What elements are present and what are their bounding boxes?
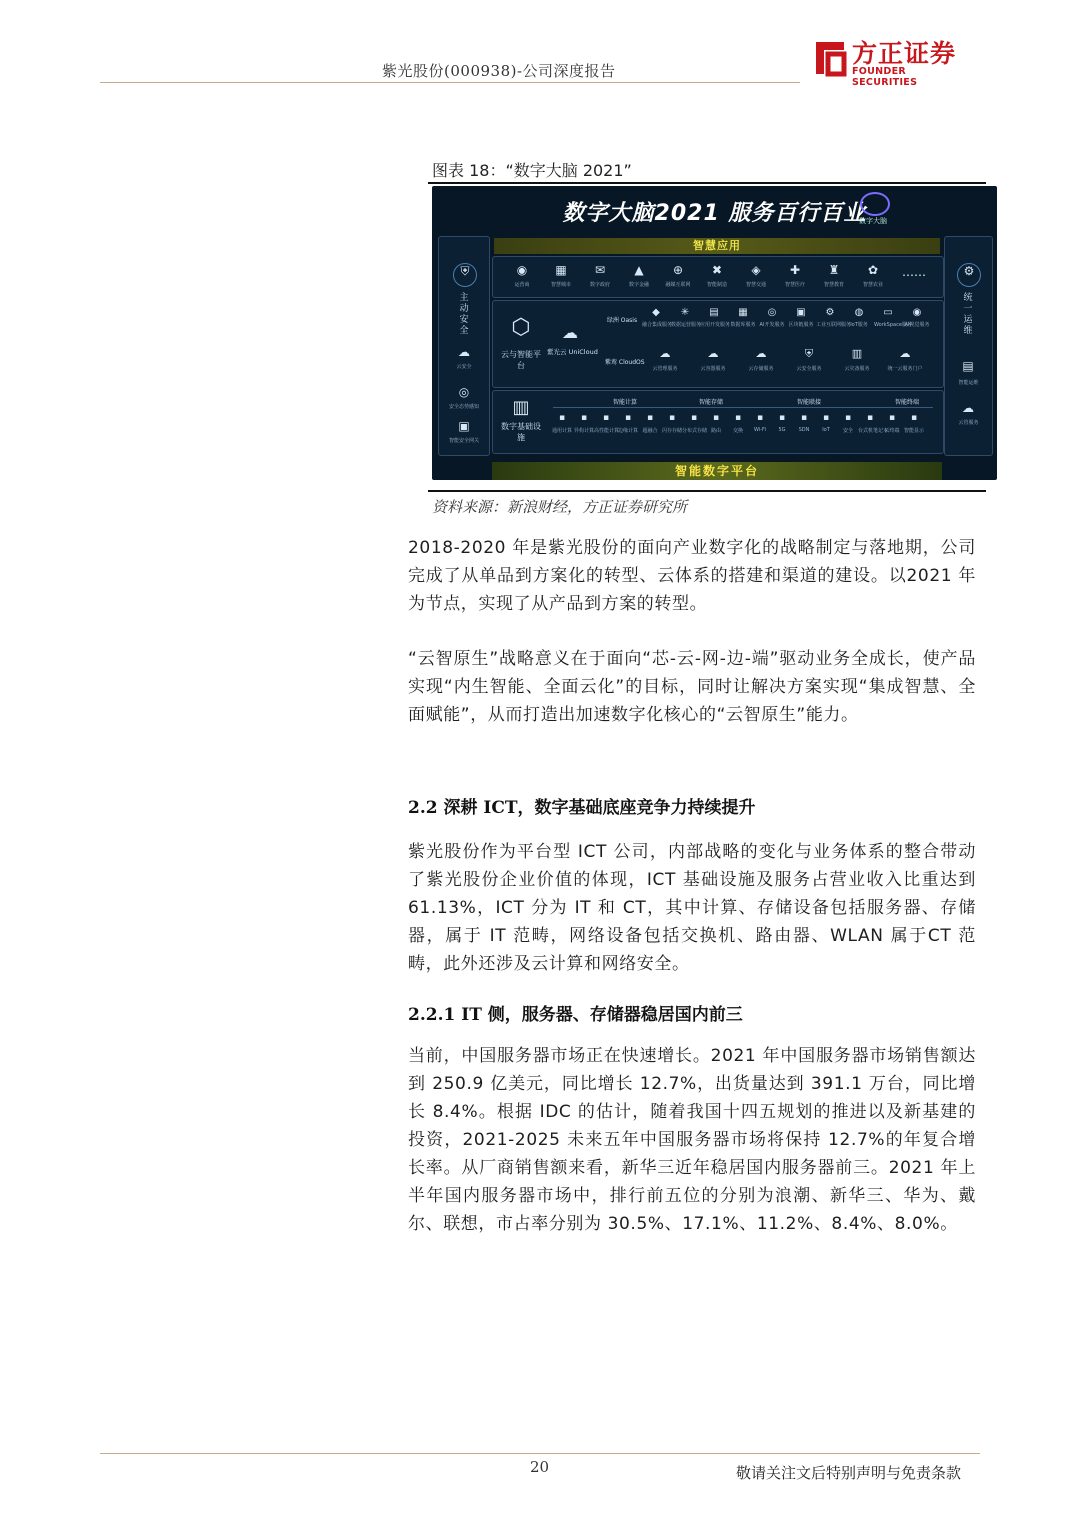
infra-icon-14: ▪ <box>844 413 852 423</box>
app-icon-10: ✿ <box>867 263 879 277</box>
report-header-title: 紫光股份(000938)-公司深度报告 <box>382 62 616 80</box>
digital-brain-figure <box>432 186 997 480</box>
cloud-item-5: AI开发服务 <box>759 322 785 328</box>
cloud-item2-6: 统一云服务门户 <box>887 366 923 372</box>
infra-icon-3: ▪ <box>602 413 610 423</box>
paragraph-2: “云智原生”战略意义在于面向“芯-云-网-边-端”驱动业务全成长，使产品实现“内生智能、全面云化”的目标，同时让解决方案实现“集成智慧、全面赋能”，从而打造出加速数字化核心的“云智原生”能力。 <box>408 649 976 725</box>
page-number: 20 <box>530 1458 550 1476</box>
server-rack-icon: ▥ <box>512 397 530 418</box>
infra-icon-17: ▪ <box>910 413 918 423</box>
infra-cat-compute: 智能计算 <box>613 399 638 406</box>
right-side-label-2: 智能运维 <box>958 380 979 386</box>
infra-item-3: 高性能计算 <box>594 428 620 434</box>
cloud-item-2: 数据运营服务 <box>671 322 702 328</box>
cloud-item-9: WorkSpace服务 <box>874 322 912 328</box>
cloud-brand: 紫光云 UniCloud <box>547 348 598 356</box>
infra-title: 数字基础设施 <box>501 422 541 442</box>
infra-item-2: 异构计算 <box>573 428 594 434</box>
app-label-9: 智慧教育 <box>823 282 844 288</box>
app-icon-8: ✚ <box>789 263 801 277</box>
cloud-item-6: 区块链服务 <box>788 322 814 328</box>
app-icon-3: ✉ <box>594 263 606 277</box>
infra-icon-16: ▪ <box>888 413 896 423</box>
service-icon-7: ⚙ <box>825 307 835 318</box>
infra-icon-13: ▪ <box>822 413 830 423</box>
left-security-panel <box>438 236 490 456</box>
infra-item-15: 台式机笔记本 <box>858 428 889 434</box>
figure-source: 资料来源：新浪财经，方正证券研究所 <box>432 498 688 516</box>
cloud-item-7: 工业互联网服务 <box>816 322 852 328</box>
cloud-portal-icon: ☁ <box>899 347 911 360</box>
logo-text-en: FOUNDER SECURITIES <box>852 66 918 88</box>
cube-icon: ⬡ <box>511 315 531 340</box>
infra-item-6: 闪存存储 <box>661 428 682 434</box>
smart-app-band: 智慧应用 <box>494 238 940 254</box>
service-icon-8: ◍ <box>854 307 864 318</box>
cloud-sub-1: 绿洲 Oasis <box>606 317 638 324</box>
infra-icon-9: ▪ <box>734 413 742 423</box>
infra-item-13: IoT <box>822 427 830 433</box>
infra-icon-5: ▪ <box>646 413 654 423</box>
infra-cat-terminal: 智能终端 <box>895 399 920 406</box>
app-label-3: 数字政府 <box>589 282 610 288</box>
cloud-mgmt-icon: ☁ <box>659 347 671 360</box>
figure-bottom-rule <box>428 490 986 492</box>
cloud-item2-2: 云容器服务 <box>700 366 726 372</box>
cloud-item2-1: 云管理服务 <box>652 366 678 372</box>
service-icon-5: ◎ <box>767 307 777 318</box>
section-heading-2-2-1: 2.2.1 IT 侧，服务器、存储器稳居国内前三 <box>408 1005 743 1025</box>
infra-divider <box>553 407 933 408</box>
infra-icon-2: ▪ <box>580 413 588 423</box>
service-icon-3: ▤ <box>709 307 719 318</box>
footer-divider <box>100 1453 980 1454</box>
infra-icon-7: ▪ <box>690 413 698 423</box>
infra-icon-1: ▪ <box>558 413 566 423</box>
header-divider <box>100 82 800 83</box>
left-side-label-1: 主动安全 <box>459 293 469 336</box>
cloud-platform-panel <box>492 300 944 388</box>
service-icon-1: ◆ <box>652 307 660 318</box>
app-icon-1: ◉ <box>516 263 528 277</box>
service-icon-6: ▣ <box>796 307 806 318</box>
shield-icon: ⛨ <box>453 263 477 287</box>
cloud-storage-icon: ☁ <box>755 347 767 360</box>
infra-item-11: 5G <box>778 427 786 433</box>
infra-icon-15: ▪ <box>866 413 874 423</box>
founder-logo-icon <box>812 38 848 78</box>
right-ops-panel <box>944 236 993 456</box>
intelligent-platform-band: 智能数字平台 <box>492 462 942 480</box>
infra-item-7: 分布式存储 <box>682 428 708 434</box>
paragraph-3: 紫光股份作为平台型 ICT 公司，内部战略的变化与业务体系的整合带动了紫光股份企业价值的体现，ICT 基础设施及服务占营业收入比重达到 61.13%，ICT 分为 IT 和 CT，其中计算、存储设备包括服务器、存储器，属于 IT 范畴，网络设备包括交换机、路由器、WLAN 属于CT 范畴，此外还涉及云计算和网络安全。 <box>408 842 976 974</box>
logo-text-cn: 方正证券 <box>852 39 957 68</box>
figure-top-rule <box>428 182 986 184</box>
footer-disclaimer: 敬请关注文后特别声明与免责条款 <box>736 1464 962 1482</box>
cloud-item-1: 融合集成服务 <box>642 322 673 328</box>
service-icon-10: ◉ <box>912 307 922 318</box>
infra-item-16: 云终端 <box>884 428 900 434</box>
smart-app-row <box>492 256 944 298</box>
infra-item-1: 通用计算 <box>551 428 572 434</box>
infra-item-9: 交换 <box>732 428 743 434</box>
right-side-label-3: 云管服务 <box>958 420 979 426</box>
server-ops-icon: ▤ <box>962 359 974 373</box>
app-label-4: 数字金融 <box>628 282 649 288</box>
app-label-5: 融媒互联网 <box>665 282 691 288</box>
cloud-item-4: 数据库服务 <box>730 322 756 328</box>
infra-item-8: 路由 <box>710 428 721 434</box>
app-label-1: 运营商 <box>514 282 530 288</box>
infra-icon-8: ▪ <box>712 413 720 423</box>
cloud-platform-title: 云与智能平台 <box>501 350 541 370</box>
service-icon-4: ▦ <box>738 307 748 318</box>
app-label-6: 智能制造 <box>706 282 727 288</box>
company-logo <box>812 34 972 88</box>
cloud-icon: ☁ <box>562 323 578 342</box>
digital-brain-logo <box>848 192 898 232</box>
infra-icon-12: ▪ <box>800 413 808 423</box>
app-icon-4: ▲ <box>634 263 644 277</box>
cloud-sub-2: 紫鸾 CloudOS <box>605 359 645 366</box>
app-label-2: 智慧城市 <box>550 282 571 288</box>
digital-infra-panel <box>492 390 944 454</box>
left-side-label-3: 安全态势感知 <box>448 404 479 410</box>
app-icon-6: ✖ <box>711 263 723 277</box>
cloud-item-8: IoT服务 <box>850 322 868 328</box>
infra-icon-11: ▪ <box>778 413 786 423</box>
cloud-item2-3: 云存储服务 <box>748 366 774 372</box>
cloud-manage-icon: ☁ <box>962 401 974 415</box>
cloud-security-icon: ☁ <box>458 345 470 359</box>
app-icon-2: ▦ <box>555 263 567 277</box>
service-icon-2: ✳ <box>680 307 690 318</box>
infra-item-14: 安全 <box>842 428 853 434</box>
infra-icon-6: ▪ <box>668 413 676 423</box>
infra-item-10: Wi-Fi <box>754 427 766 433</box>
cloud-item2-4: 云安全服务 <box>796 366 822 372</box>
brain-logo-icon <box>860 192 890 216</box>
right-side-label-1: 统一运维 <box>963 293 973 336</box>
left-side-label-4: 智能安全网关 <box>448 438 479 444</box>
infra-item-5: 超融合 <box>642 428 658 434</box>
cloud-item-3: 应用开发服务 <box>700 322 731 328</box>
paragraph-1: 2018-2020 年是紫光股份的面向产业数字化的战略制定与落地期，公司完成了从单品到方案化的转型、云体系的搭建和渠道的建设。以2021 年为节点，实现了从产品到方案的转型。 <box>408 538 976 614</box>
radar-icon: ◎ <box>458 385 470 399</box>
app-label-10: 智慧农业 <box>862 282 883 288</box>
infra-icon-10: ▪ <box>756 413 764 423</box>
paragraph-4: 当前，中国服务器市场正在快速增长。2021 年中国服务器市场销售额达到 250.9 亿美元，同比增长 12.7%，出货量达到 391.1 万台，同比增长 8.4%。根据 IDC 的估计，随着我国十四五规划的推进以及新基建的投资，2021-2025 未来五年中国服务器市场将保持 12.7%的年复合增长率。从厂商销售额来看，新华三近年稳居国内服务器前三。2021 年上半年国内服务器市场中，排行前五位的分别为浪潮、新华三、华为、戴尔、联想，市占率分别为 30.5%、17.1%、11.2%、8.4%、8.0%。 <box>408 1046 976 1234</box>
infra-item-17: 智能显示 <box>903 428 924 434</box>
app-icon-5: ⊕ <box>672 263 684 277</box>
infra-icon-4: ▪ <box>624 413 632 423</box>
section-heading-2-2: 2.2 深耕 ICT，数字基础底座竞争力持续提升 <box>408 798 756 818</box>
infra-item-4: 边缘计算 <box>617 428 638 434</box>
infra-cat-storage: 智能存储 <box>699 399 724 406</box>
gear-icon: ⚙ <box>957 263 981 287</box>
cloud-security-service-icon: ⛨ <box>804 347 814 360</box>
cloud-container-icon: ☁ <box>707 347 719 360</box>
figure-caption: 图表 18：“数字大脑 2021” <box>432 161 632 180</box>
service-icon-9: ▭ <box>883 307 893 318</box>
app-label-8: 智慧医疗 <box>784 282 805 288</box>
brain-logo-label: 数字大脑 <box>859 217 887 225</box>
app-label-7: 智慧交通 <box>745 282 766 288</box>
app-icon-9: ♜ <box>828 263 840 277</box>
infra-item-12: SDN <box>798 427 810 433</box>
infra-cat-connect: 智能联接 <box>797 399 822 406</box>
figure-headline: 数字大脑2021 服务百行百业 <box>562 201 867 226</box>
app-icon-7: ◈ <box>751 263 761 277</box>
app-more: …… <box>902 265 926 279</box>
gateway-icon: ▣ <box>458 419 470 433</box>
left-side-label-2: 云安全 <box>456 364 472 370</box>
cloud-item-10: AI视觉服务 <box>904 322 930 328</box>
cloud-backup-icon: ▥ <box>851 347 863 360</box>
cloud-item2-5: 云灾备服务 <box>844 366 870 372</box>
